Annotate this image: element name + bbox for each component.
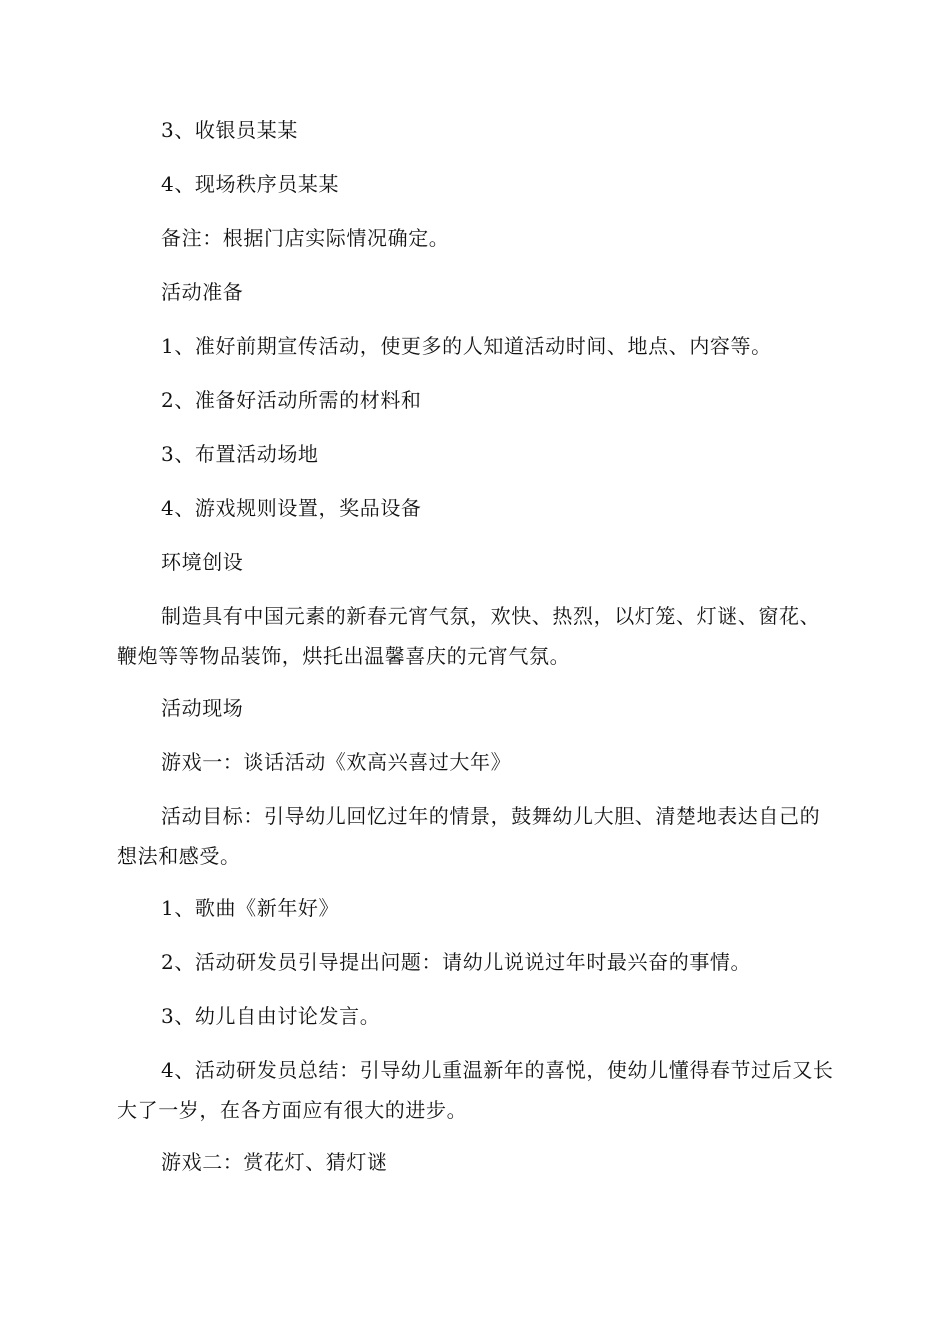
heading-game-two: 游戏二：赏花灯、猜灯谜 bbox=[161, 1150, 388, 1174]
paragraph-step-2: 2、活动研发员引导提出问题：请幼儿说说过年时最兴奋的事情。 bbox=[161, 950, 752, 974]
paragraph-prep-1: 1、准好前期宣传活动，使更多的人知道活动时间、地点、内容等。 bbox=[161, 334, 772, 358]
paragraph-note: 备注：根据门店实际情况确定。 bbox=[161, 226, 450, 250]
heading-environment-setup: 环境创设 bbox=[161, 550, 244, 574]
paragraph-environment: 制造具有中国元素的新春元宵气氛，欢快、热烈，以灯笼、灯谜、窗花、鞭炮等等物品装饰，烘托出温馨喜庆的元宵气氛。 bbox=[117, 604, 821, 668]
heading-game-one: 游戏一：谈话活动《欢高兴喜过大年》 bbox=[161, 750, 512, 774]
paragraph-cashier: 3、收银员某某 bbox=[161, 118, 298, 142]
paragraph-step-1: 1、歌曲《新年好》 bbox=[161, 896, 340, 920]
paragraph-order-staff: 4、现场秩序员某某 bbox=[161, 172, 340, 196]
paragraph-prep-3: 3、布置活动场地 bbox=[161, 442, 319, 466]
heading-activity-preparation: 活动准备 bbox=[161, 280, 244, 304]
heading-activity-site: 活动现场 bbox=[161, 696, 244, 720]
paragraph-step-4: 4、活动研发员总结：引导幼儿重温新年的喜悦，使幼儿懂得春节过后又长大了一岁，在各方面应有很大的进步。 bbox=[117, 1058, 834, 1122]
paragraph-step-3: 3、幼儿自由讨论发言。 bbox=[161, 1004, 381, 1028]
paragraph-activity-goal: 活动目标：引导幼儿回忆过年的情景，鼓舞幼儿大胆、清楚地表达自己的想法和感受。 bbox=[117, 804, 821, 868]
paragraph-prep-4: 4、游戏规则设置，奖品设备 bbox=[161, 496, 422, 520]
paragraph-prep-2: 2、准备好活动所需的材料和 bbox=[161, 388, 422, 412]
